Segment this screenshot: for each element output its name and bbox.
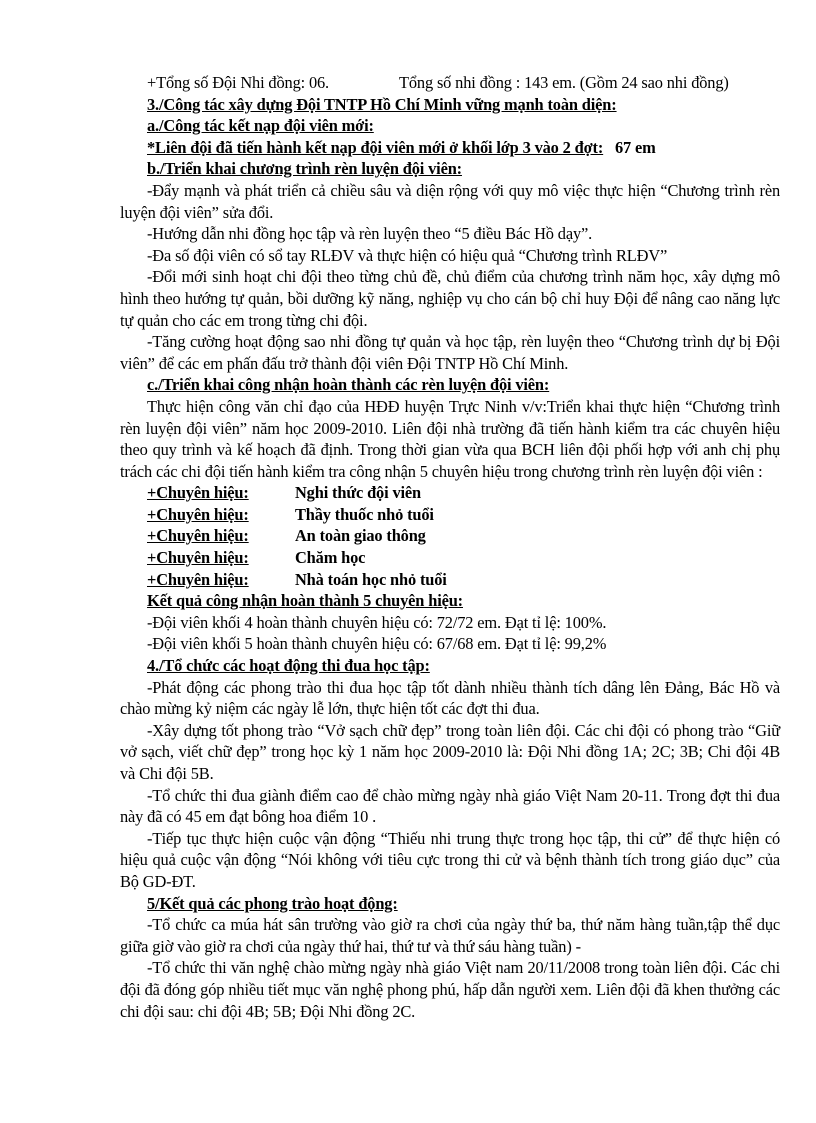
section-3c-heading: c./Triển khai công nhận hoàn thành các rèn luyện đội viên: (147, 375, 550, 395)
paragraph: -Tổ chức thi đua giành điểm cao để chào mừng ngày nhà giáo Việt Nam 20-11. Trong đợt thi đua này đã có 45 em đạt bông hoa điểm 10 . (120, 785, 780, 827)
admission-count: 67 em (615, 137, 656, 157)
badge-label: +Chuyên hiệu: (147, 526, 249, 546)
section-4-heading: 4./Tổ chức các hoạt động thi đua học tập: (147, 656, 430, 676)
badge-label: +Chuyên hiệu: (147, 483, 249, 503)
paragraph: -Tổ chức ca múa hát sân trường vào giờ ra chơi của ngày thứ ba, thứ năm hàng tuần,tập thể dục giữa giờ vào giờ ra chơi của ngày thứ hai, thứ tư và thứ sáu hàng tuần) - (120, 915, 780, 956)
paragraph: -Phát động các phong trào thi đua học tập tốt dành nhiều thành tích dâng lên Đảng, Bác Hồ và chào mừng kỷ niệm các ngày lễ lớn, thực hiện tốt các đợt thi đua. (120, 677, 780, 719)
paragraph: -Đẩy mạnh và phát triển cả chiều sâu và diện rộng với quy mô việc thực hiện “Chương trình rèn luyện đội viên” sửa đổi. (120, 180, 780, 222)
section-3b-heading: b./Triển khai chương trình rèn luyện đội viên: (147, 159, 462, 179)
results-heading: Kết quả công nhận hoàn thành 5 chuyên hiệu: (147, 591, 463, 611)
badge-label: +Chuyên hiệu: (147, 504, 249, 524)
paragraph: -Xây dựng tốt phong trào “Vở sạch chữ đẹp” trong toàn liên đội. Các chi đội có phong trào “Giữ vở sạch, viết chữ đẹp” trong học kỳ 1 năm học 2009-2010 là: Đội Nhi đồng 1A; 2C; 3B; Chi đội 4B và Chi đội 5B. (120, 720, 780, 783)
badge-item (120, 547, 780, 569)
admission-text: *Liên đội đã tiến hành kết nạp đội viên mới ở khối lớp 3 vào 2 đợt: (147, 137, 604, 157)
badge-name: An toàn giao thông (295, 526, 426, 546)
section-3a-heading: a./Công tác kết nạp đội viên mới: (147, 116, 374, 136)
badge-item (120, 525, 780, 547)
section-5-heading: 5/Kết quả các phong trào hoạt động: (147, 893, 398, 913)
badge-label: +Chuyên hiệu: (147, 548, 249, 568)
paragraph: -Hướng dẫn nhi đồng học tập và rèn luyện theo “5 điều Bác Hồ dạy”. (147, 224, 593, 244)
badge-name: Chăm học (295, 548, 366, 568)
paragraph: -Đội viên khối 4 hoàn thành chuyên hiệu có: 72/72 em. Đạt tỉ lệ: 100%. (147, 612, 607, 632)
paragraph: -Tăng cường hoạt động sao nhi đồng tự quản và học tập, rèn luyện theo “Chương trình dự bị Đội viên” để các em phấn đấu trở thành đội viên Đội TNTP Hồ Chí Minh. (120, 332, 780, 373)
badge-item (120, 569, 780, 591)
admission-line (120, 137, 780, 159)
total-teams-text: +Tổng số Đội Nhi đồng: 06. (147, 73, 329, 92)
document-page (120, 72, 780, 1022)
badge-item (120, 482, 780, 504)
badge-name: Nhà toán học nhỏ tuổi (295, 569, 447, 589)
paragraph: -Tiếp tục thực hiện cuộc vận động “Thiếu nhi trung thực trong học tập, thi cử” để thực hiện có hiệu quả cuộc vận động “Nói không với tiêu cực trong thi cử và bệnh thành tích trong giáo dục” của Bộ GD-ĐT. (120, 828, 780, 891)
paragraph: -Tổ chức thi văn nghệ chào mừng ngày nhà giáo Việt nam 20/11/2008 trong toàn liên đội. Các chi đội đã đóng góp nhiều tiết mục văn nghệ phong phú, hấp dẫn người xem. Liên đội đã khen thưởng các chi đội sau: chi đội 4B; 5B; Đội Nhi đồng 2C. (120, 958, 780, 1021)
badge-name: Nghi thức đội viên (295, 483, 421, 503)
badge-item (120, 504, 780, 526)
section-3-heading: 3./Công tác xây dựng Đội TNTP Hồ Chí Minh vững mạnh toàn diện: (147, 94, 617, 114)
paragraph: -Đổi mới sinh hoạt chi đội theo từng chủ đề, chủ điểm của chương trình năm học, xây dựng mô hình theo hướng tự quản, bồi dưỡng kỹ năng, nghiệp vụ cho cán bộ chỉ huy Đội để nâng cao năng lực tự quản cho các em trong từng chi đội. (120, 267, 780, 330)
total-summary (120, 72, 780, 94)
badge-name: Thầy thuốc nhỏ tuổi (295, 504, 434, 524)
badge-label: +Chuyên hiệu: (147, 569, 249, 589)
paragraph: Thực hiện công văn chỉ đạo của HĐĐ huyện Trực Ninh v/v:Triển khai thực hiện “Chương trình rèn luyện đội viên” năm học 2009-2010. Liên đội nhà trường đã tiến hành kiểm tra các chuyên hiệu theo quy trình và kế hoạch đã định. Trong thời gian vừa qua BCH liên đội phối hợp với anh chị phụ trách các chi đội tiến hành kiểm tra công nhận 5 chuyên hiệu trong chương trình rèn luyện đội viên : (120, 396, 780, 481)
paragraph: -Đa số đội viên có sổ tay RLĐV và thực hiện có hiệu quả “Chương trình RLĐV” (147, 245, 668, 265)
paragraph: -Đội viên khối 5 hoàn thành chuyên hiệu có: 67/68 em. Đạt tỉ lệ: 99,2% (147, 634, 607, 654)
total-children-text: Tổng số nhi đồng : 143 em. (Gồm 24 sao nhi đồng) (399, 73, 729, 92)
